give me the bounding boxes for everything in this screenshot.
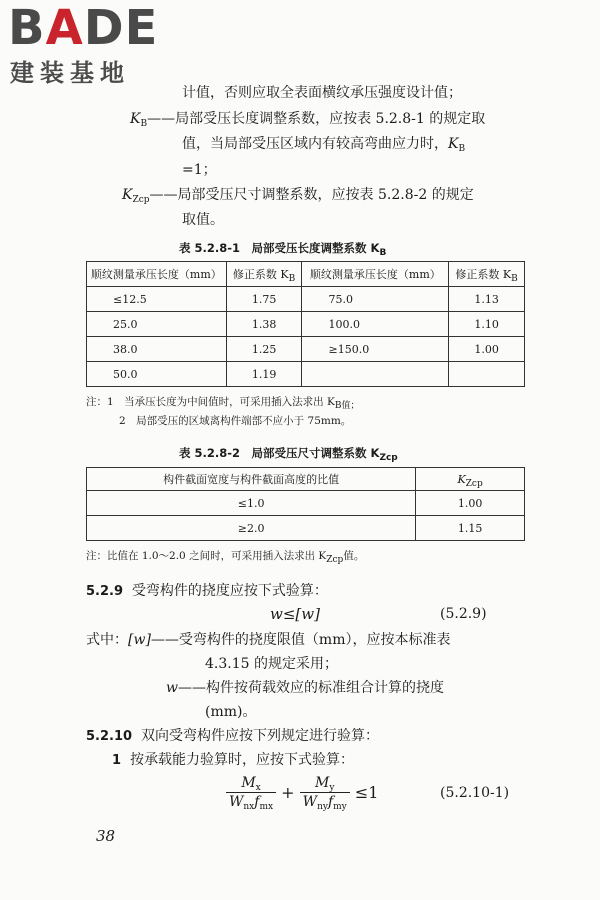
table-header: 构件截面宽度与构件截面高度的比值 [87, 468, 416, 491]
table-row [87, 491, 525, 516]
table-header: 顺纹测量承压长度（mm） [302, 262, 449, 287]
table-header: 顺纹测量承压长度（mm） [87, 262, 227, 287]
table-cell: ≤1.0 [87, 491, 416, 516]
table-cell: 75.0 [302, 287, 449, 312]
fraction: $\frac{M_x}{W_{nx}f_{mx}}$ [226, 774, 276, 811]
logo-letter: E [124, 0, 159, 56]
intro-line: 计值，否则应取全表面横纹承压强度设计值； [182, 85, 462, 101]
logo-letter-accent: A [45, 0, 84, 56]
table-cell: 100.0 [302, 312, 449, 337]
table-header-row [87, 262, 525, 287]
table-row [87, 312, 525, 337]
table-cell [302, 362, 449, 387]
table-cell: 1.38 [226, 312, 302, 337]
table-cell [449, 362, 525, 387]
kz-definition: $K_{Zcp}——$局部受压尺寸调整系数，应按表 5.2.8-2 的规定 [122, 187, 474, 205]
logo-subtitle: 建装基地 [10, 59, 130, 87]
table-cell: ≥2.0 [87, 516, 416, 541]
table-cell: ≥150.0 [302, 337, 449, 362]
w-definition: w——构件按荷载效应的标准组合计算的挠度 [166, 680, 444, 696]
formula-5-2-10-1: $\frac{M_x}{W_{nx}f_{mx}}$ + $\frac{M_y}{W_{ny}f_{my}}$ ≤1 [226, 774, 378, 811]
table-cell: 1.15 [416, 516, 525, 541]
table2 [86, 467, 525, 541]
table1-note-1: 注：1 当承压长度为中间值时，可采用插入法求出 $K_{B值;}$ [86, 396, 360, 411]
table-cell: ≤12.5 [87, 287, 227, 312]
table-header: $K_{Zcp}$ [416, 468, 525, 491]
section-5-2-9: 5.2.9 受弯构件的挠度应按下式验算： [86, 583, 328, 599]
kb-definition-end: =1； [182, 162, 217, 178]
table-header-row [87, 468, 525, 491]
table-row [87, 362, 525, 387]
equation-number: (5.2.10-1) [440, 785, 510, 801]
table-header: 修正系数 $K_B$ [226, 262, 302, 287]
table2-note: 注：比值在 1.0～2.0 之间时，可采用插入法求出 $K_{Zcp}$值。 [86, 550, 365, 565]
kb-definition-cont: 值，当局部受压区域内有较高弯曲应力时，$K_B$ [182, 136, 466, 154]
table1-note-2: 2 局部受压的区域离构件端部不应小于 75mm。 [119, 415, 352, 427]
table2-caption: 表 5.2.8-2 局部受压尺寸调整系数 $K_{Zcp}$ [179, 446, 398, 463]
table-row [87, 287, 525, 312]
table-cell: 1.19 [226, 362, 302, 387]
table-header: 修正系数 $K_B$ [449, 262, 525, 287]
table-cell: 1.13 [449, 287, 525, 312]
table-cell: 25.0 [87, 312, 227, 337]
equation-number: (5.2.9) [440, 606, 487, 622]
table-cell: 1.25 [226, 337, 302, 362]
table-cell: 38.0 [87, 337, 227, 362]
table-cell: 50.0 [87, 362, 227, 387]
page-number: 38 [96, 827, 116, 845]
table-row [87, 516, 525, 541]
table-cell: 1.75 [226, 287, 302, 312]
logo-letter: D [83, 0, 125, 56]
section-5-2-10-item: 1 按承载能力验算时，应按下式验算： [112, 752, 354, 768]
logo-letter: B [8, 0, 46, 56]
where-definition-cont: 4.3.15 的规定采用； [205, 656, 338, 672]
kz-definition-cont: 取值。 [182, 212, 224, 228]
section-5-2-10: 5.2.10 双向受弯构件应按下列规定进行验算： [86, 728, 379, 744]
where-definition: 式中：[w]——受弯构件的挠度限值（mm），应按本标准表 [86, 632, 451, 648]
logo [8, 2, 158, 54]
fraction: $\frac{M_y}{W_{ny}f_{my}}$ [300, 774, 350, 811]
table-cell: 1.00 [449, 337, 525, 362]
table1 [86, 261, 525, 387]
formula-5-2-9: w≤[w] [270, 605, 320, 623]
w-definition-cont: (mm)。 [205, 704, 257, 720]
table1-caption: 表 5.2.8-1 局部受压长度调整系数 $K_B$ [179, 241, 387, 258]
kb-definition: $K_B——$局部受压长度调整系数，应按表 5.2.8-1 的规定取 [130, 111, 486, 129]
table-cell: 1.10 [449, 312, 525, 337]
table-row [87, 337, 525, 362]
table-cell: 1.00 [416, 491, 525, 516]
